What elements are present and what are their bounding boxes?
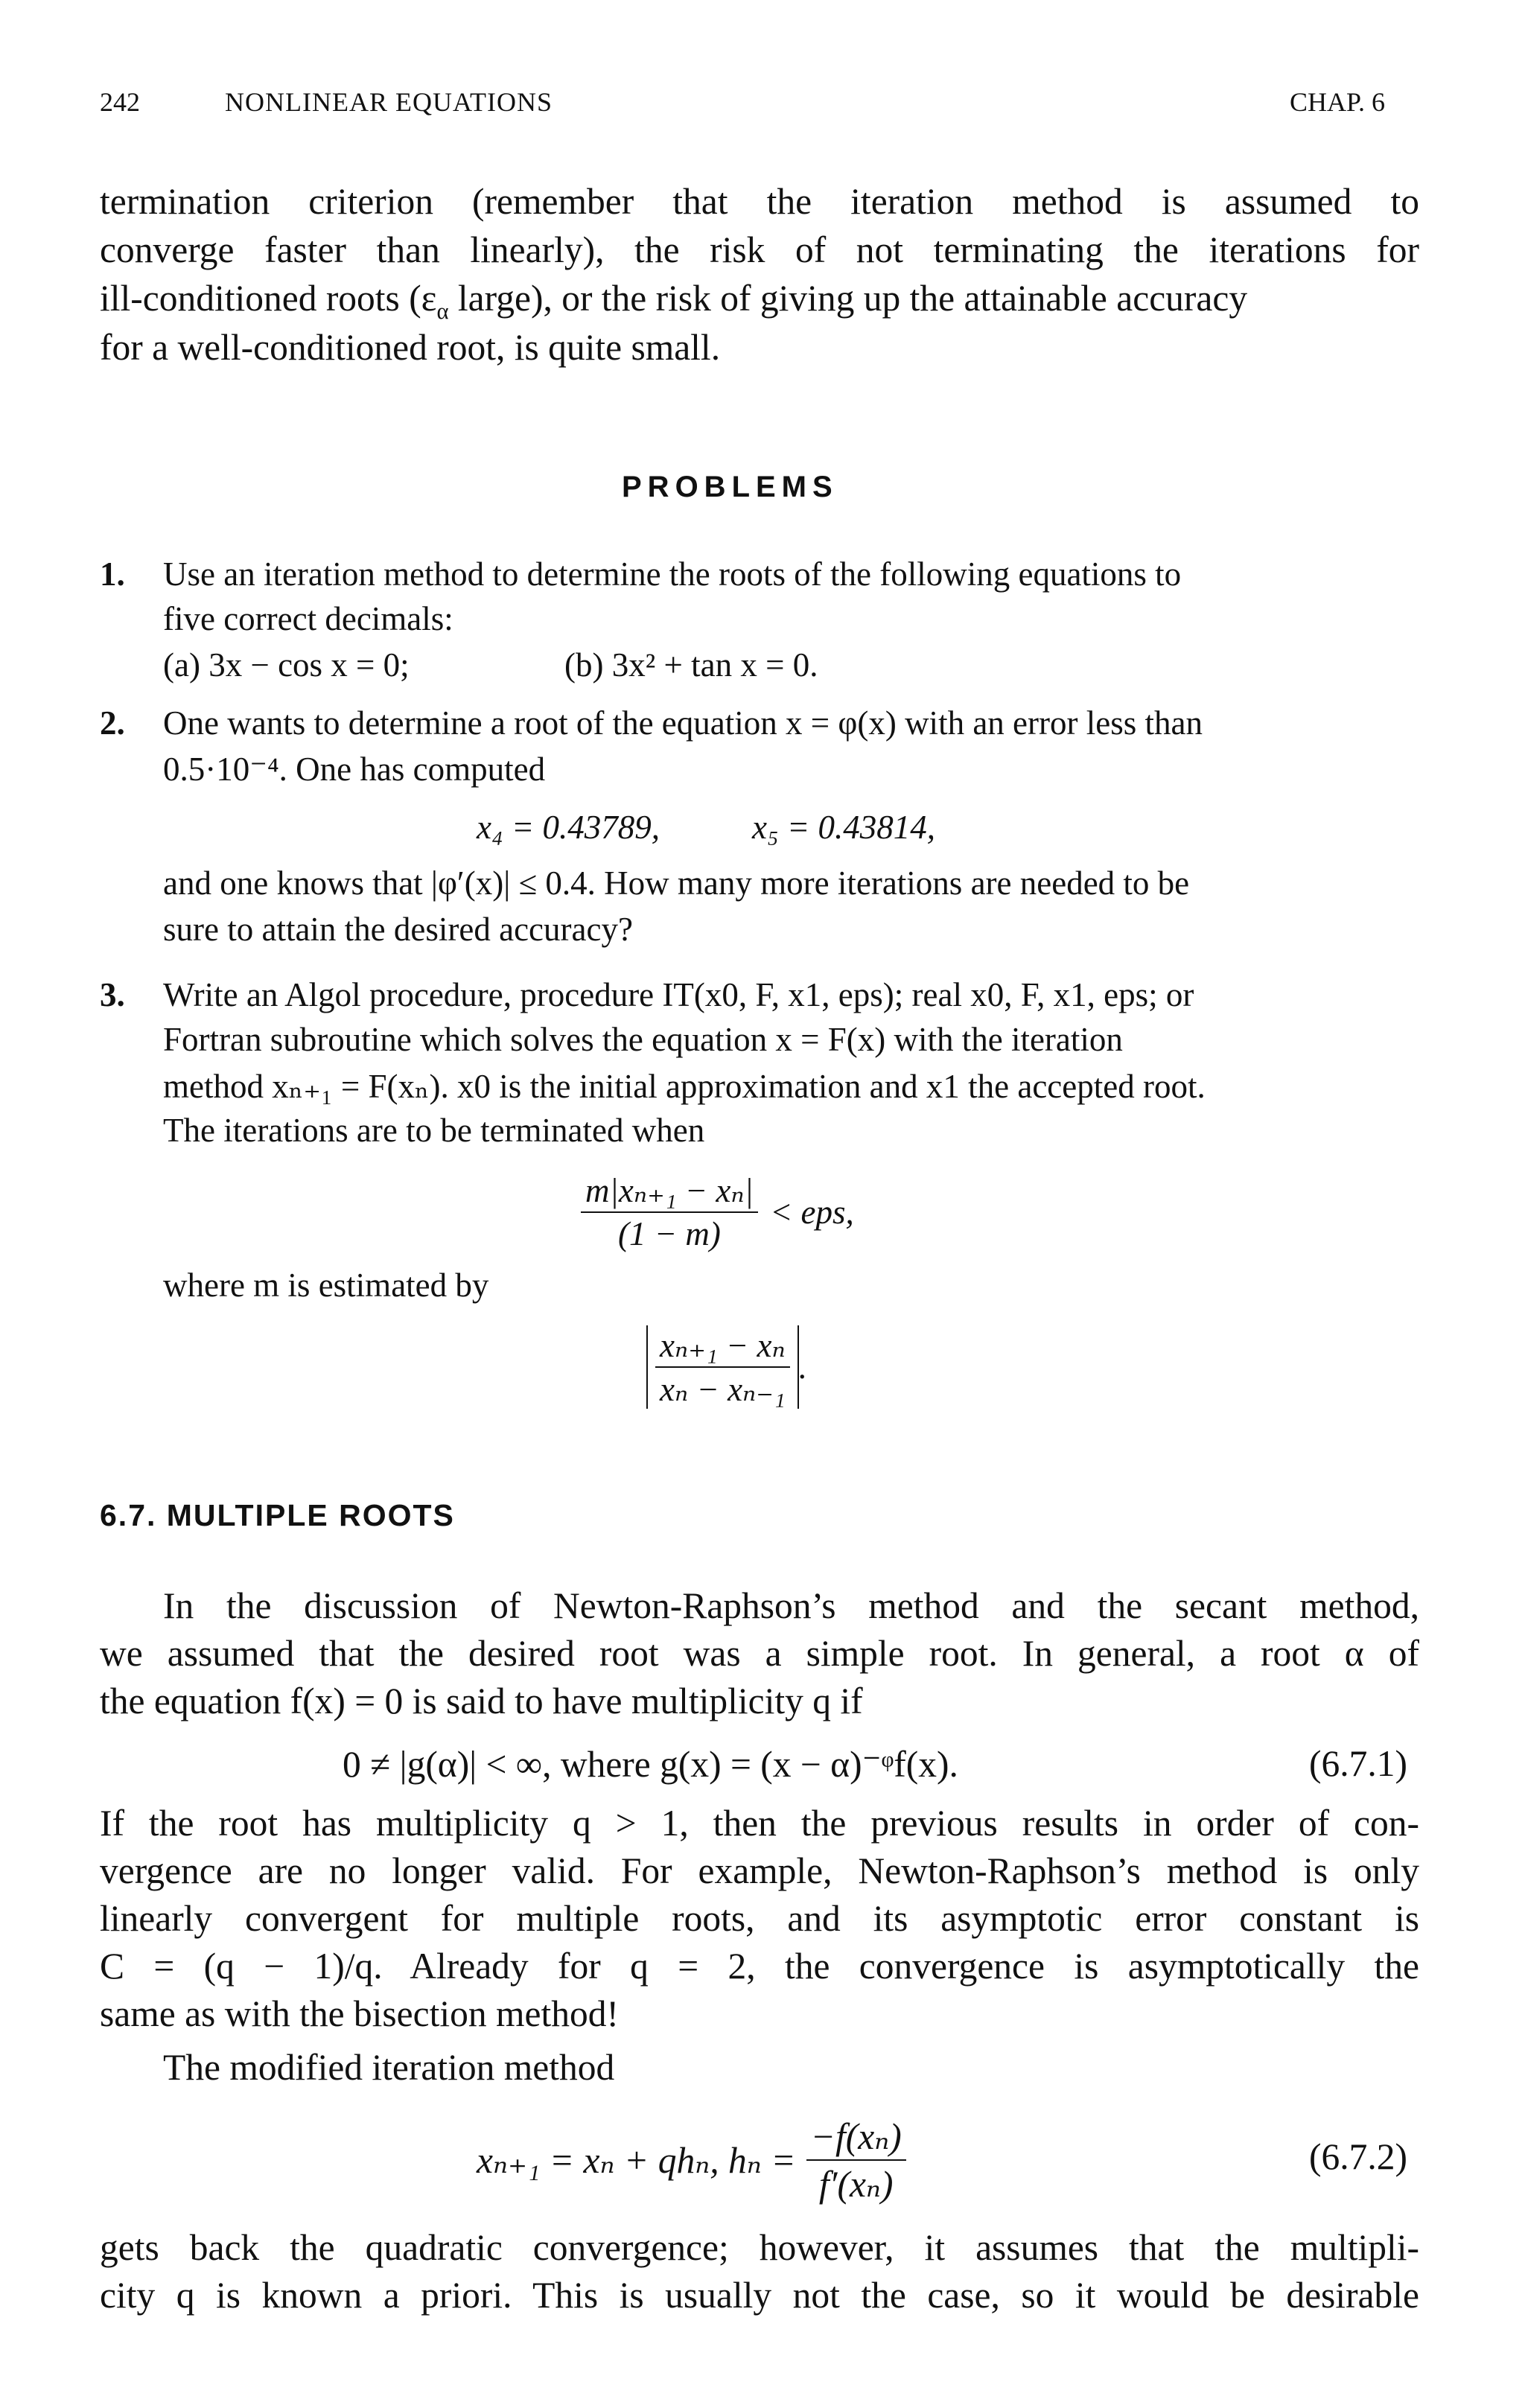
criterion-rhs: < eps, [769, 1193, 854, 1231]
equation-6-7-2 [477, 2115, 906, 2205]
equation-6-7-2-label: (6.7.2) [1309, 2136, 1407, 2177]
criterion-numerator: m|xₙ₊₁ − xₙ| [581, 1170, 758, 1213]
problems-heading: PROBLEMS [622, 471, 838, 503]
problem-3-line-2: Fortran subroutine which solves the equation x = F(x) with the iteration [163, 1021, 1123, 1058]
running-title: NONLINEAR EQUATIONS [225, 87, 553, 117]
section-para1-line-1: In the discussion of Newton-Raphson’s method and the secant method, [163, 1585, 1419, 1626]
termination-criterion-formula [581, 1170, 854, 1253]
problem-2-eq-x5: x₅ = 0.43814, [752, 809, 935, 846]
estimate-numerator: xₙ₊₁ − xₙ [655, 1325, 790, 1368]
intro-line-3: ill-conditioned roots ($\varepsilon_\alpha$ large), or the risk of giving up the attainable accuracy [100, 278, 1248, 324]
equation-6-7-1-label: (6.7.1) [1309, 1743, 1407, 1784]
problem-3-where: where m is estimated by [163, 1267, 489, 1304]
chapter-label: CHAP. 6 [1290, 87, 1386, 117]
criterion-denominator: (1 − m) [618, 1215, 721, 1252]
intro-line-1: termination criterion (remember that the iteration method is assumed to [100, 181, 1419, 222]
section-para2-line-5: same as with the bisection method! [100, 1993, 619, 2034]
section-para2-line-3: linearly convergent for multiple roots, and its asymptotic error constant is [100, 1898, 1419, 1939]
problem-3-line-3: method xₙ₊₁ = F(xₙ). x0 is the initial approximation and x1 the accepted root. [163, 1068, 1206, 1105]
section-para1-line-2: we assumed that the desired root was a simple root. In general, a root α of [100, 1633, 1419, 1674]
section-para3: The modified iteration method [163, 2047, 615, 2088]
equation-6-7-1: 0 ≠ |g(α)| < ∞, where g(x) = (x − α)⁻ᵠf(x). [343, 1744, 958, 1785]
page-number: 242 [100, 87, 140, 117]
problem-3-line-4: The iterations are to be terminated when [163, 1112, 705, 1149]
section-para4-line-1: gets back the quadratic convergence; however, it assumes that the multipli- [100, 2227, 1419, 2268]
equation-6-7-2-fraction [806, 2115, 906, 2205]
estimate-fraction [655, 1325, 790, 1409]
estimate-formula [646, 1325, 807, 1409]
section-heading: 6.7. MULTIPLE ROOTS [100, 1498, 455, 1532]
problem-2-line-3: and one knows that |φ′(x)| ≤ 0.4. How many more iterations are needed to be [163, 864, 1190, 902]
estimate-period: . [798, 1348, 807, 1386]
problem-2-eq-x4: x₄ = 0.43789, [477, 809, 660, 846]
estimate-denominator: xₙ − xₙ₋₁ [660, 1371, 786, 1408]
equation-6-7-2-left: xₙ₊₁ = xₙ + qhₙ, hₙ = [477, 2140, 796, 2181]
problem-1-line-2: five correct decimals: [163, 600, 453, 637]
problem-1-line-1: Use an iteration method to determine the roots of the following equations to [163, 555, 1182, 593]
problem-1-eq-b: (b) 3x² + tan x = 0. [564, 646, 818, 684]
equation-6-7-2-numerator: −f(xₙ) [806, 2115, 906, 2161]
problem-1-number: 1. [100, 555, 125, 593]
problem-2-line-2: 0.5·10⁻⁴. One has computed [163, 751, 546, 788]
intro-line-2: converge faster than linearly), the risk of not terminating the iterations for [100, 229, 1419, 270]
estimate-abs-bars [646, 1325, 799, 1409]
section-para4-line-2: city q is known a priori. This is usually not the case, so it would be desirable [100, 2275, 1419, 2316]
problem-2-line-4: sure to attain the desired accuracy? [163, 911, 633, 948]
equation-6-7-2-denominator: f′(xₙ) [818, 2164, 894, 2205]
section-para1-line-3: the equation f(x) = 0 is said to have multiplicity q if [100, 1681, 863, 1721]
problem-1-eq-a: (a) 3x − cos x = 0; [163, 646, 410, 684]
section-para2-line-4: C = (q − 1)/q. Already for q = 2, the convergence is asymptotically the [100, 1946, 1419, 1987]
section-para2-line-2: vergence are no longer valid. For example, Newton-Raphson’s method is only [100, 1850, 1419, 1891]
intro-line-4: for a well-conditioned root, is quite small. [100, 327, 721, 368]
criterion-fraction [581, 1170, 758, 1253]
problem-3-number: 3. [100, 976, 125, 1013]
problem-3-line-1: Write an Algol procedure, procedure IT(x0, F, x1, eps); real x0, F, x1, eps; or [163, 976, 1194, 1013]
section-para2-line-1: If the root has multiplicity q > 1, then the previous results in order of con- [100, 1803, 1419, 1844]
problem-2-line-1: One wants to determine a root of the equation x = φ(x) with an error less than [163, 704, 1203, 742]
problem-2-number: 2. [100, 704, 125, 742]
